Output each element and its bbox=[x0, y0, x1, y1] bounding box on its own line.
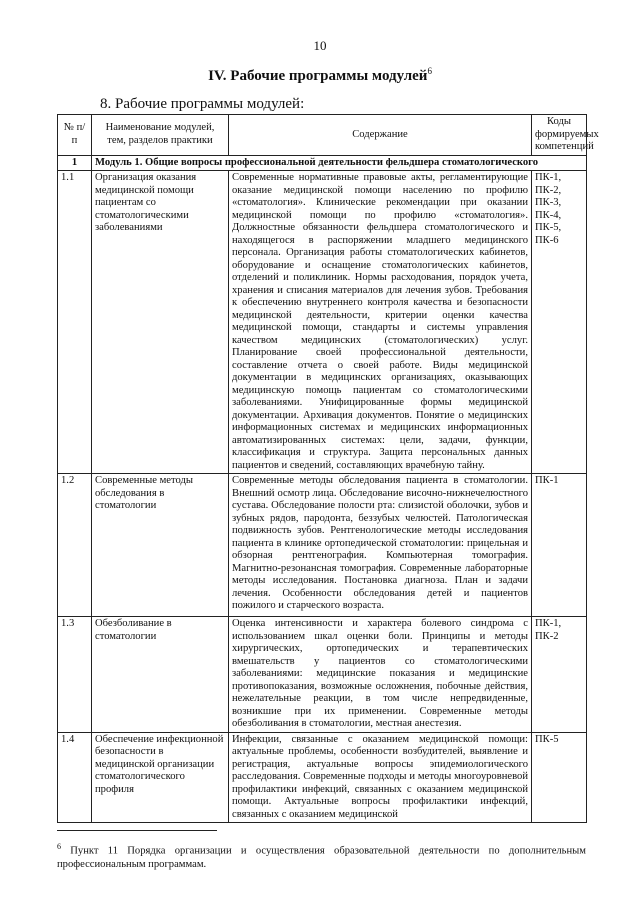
row-title: Современные методы обследования в стоматологии bbox=[92, 474, 229, 617]
row-title: Организация оказания медицинской помощи пациентам со стоматологическими заболеваниями bbox=[92, 171, 229, 474]
page-number: 10 bbox=[313, 38, 327, 53]
row-codes: ПК-1, ПК-2 bbox=[532, 617, 587, 733]
section-heading-text: IV. Рабочие программы модулей bbox=[208, 68, 428, 84]
modules-table bbox=[57, 114, 599, 823]
module-number: 1 bbox=[58, 155, 92, 171]
table-row bbox=[58, 171, 587, 474]
row-title: Обеспечение инфекционной безопасности в медицинской организации стоматологического профиля bbox=[92, 732, 229, 823]
footnote-marker: 6 bbox=[57, 842, 61, 851]
header-content: Содержание bbox=[229, 115, 532, 156]
table-row bbox=[58, 617, 587, 733]
row-codes: ПК-1, ПК-2, ПК-3, ПК-4, ПК-5, ПК-6 bbox=[532, 171, 587, 474]
header-module-name: Наименование модулей, тем, разделов практики bbox=[92, 115, 229, 156]
row-title: Обезболивание в стоматологии bbox=[92, 617, 229, 733]
table-row bbox=[58, 732, 587, 823]
row-number: 1.3 bbox=[58, 617, 92, 733]
row-content: Оценка интенсивности и характера болевого синдрома с использованием шкал оценки боли. Принципы и методы хирургических, ортопедических и терапевтических вмешательств у пациентов со стоматологическими заболеваниями: медицинские показания и медицинские противопоказания, возможные осложнения, побочные действия, нежелательные реакции, в том числе непредвиденные, возникшие при их применении. Современные методы обезболивания в стоматологии, местная анестезия. bbox=[229, 617, 532, 733]
row-content: Современные нормативные правовые акты, регламентирующие оказание медицинской помощи населению по профилю «стоматология». Клинические рекомендации при оказании медицинской помощи по профилю «стоматология». Должностные обязанности фельдшера стоматологического и находящегося в распоряжении младшего медицинского персонала. Организация работы стоматологических кабинетов, оборудование и оснащение стоматологических кабинетов, отделений и поликлиник. Нормы расходования, порядок учета, хранения и списания материалов для лечения зубов. Требования к обеспечению внутреннего контроля качества и безопасности медицинской деятельности, критерии оценки качества медицинской помощи, стандарты и системы управления качеством медицинских (стоматологических) услуг. Планирование своей профессиональной деятельности, составление отчета о своей работе. Виды медицинской документации в медицинских организациях, оказывающих медицинскую помощь пациентам со стоматологическими заболеваниями. Унифицированные формы медицинской документации. Архивация документов. Понятие о медицинских информационных системах и медицинских информационных автоматизированных системах: цели, задачи, функции, классификация и структура. Защита персональных данных пациентов и сведений, составляющих врачебную тайну. bbox=[229, 171, 532, 474]
module-row bbox=[58, 155, 587, 171]
subsection-heading: 8. Рабочие программы модулей: bbox=[100, 96, 305, 112]
row-codes: ПК-1 bbox=[532, 474, 587, 617]
footnote bbox=[57, 840, 586, 871]
header-competency-codes: Коды формируемых компетенций bbox=[532, 115, 587, 156]
row-content: Современные методы обследования пациента в стоматологии. Внешний осмотр лица. Обследование височно-нижнечелюстного сустава. Обследование полости рта: слизистой оболочки, зубов и зубных рядов, пародонта, беззубых челюстей. Патологическая подвижность зубов. Рентгенологические методы исследования пациента в клинике ортопедической стоматологии: прицельная и обзорная рентгенография. Компьютерная томография. Магнитно-резонансная томография. Современные лабораторные методы исследования. Постановка диагноза. План и задачи лечения. Особенности обследования детей и пациентов пожилого и старческого возраста. bbox=[229, 474, 532, 617]
row-codes: ПК-5 bbox=[532, 732, 587, 823]
table-row bbox=[58, 474, 587, 617]
row-number: 1.1 bbox=[58, 171, 92, 474]
module-title: Модуль 1. Общие вопросы профессиональной деятельности фельдшера стоматологического bbox=[92, 155, 587, 171]
row-number: 1.2 bbox=[58, 474, 92, 617]
footnote-reference: 6 bbox=[427, 66, 432, 76]
header-number: № п/п bbox=[58, 115, 92, 156]
footnote-text: Пункт 11 Порядка организации и осуществления образовательной деятельности по дополнительным профессиональным программам. bbox=[57, 845, 587, 870]
row-content: Инфекции, связанные с оказанием медицинской помощи: актуальные проблемы, особенности возбудителей, выявление и регистрация, актуальные вопросы эпидемиологического расследования. Современные подходы и методы многоуровневой профилактики инфекций, связанных с оказанием медицинской помощи. Актуальные вопросы профилактики инфекций, связанных с оказанием медицинской bbox=[229, 732, 532, 823]
footnote-separator bbox=[57, 830, 217, 831]
section-heading bbox=[0, 66, 640, 85]
row-number: 1.4 bbox=[58, 732, 92, 823]
table-header-row bbox=[58, 115, 587, 156]
